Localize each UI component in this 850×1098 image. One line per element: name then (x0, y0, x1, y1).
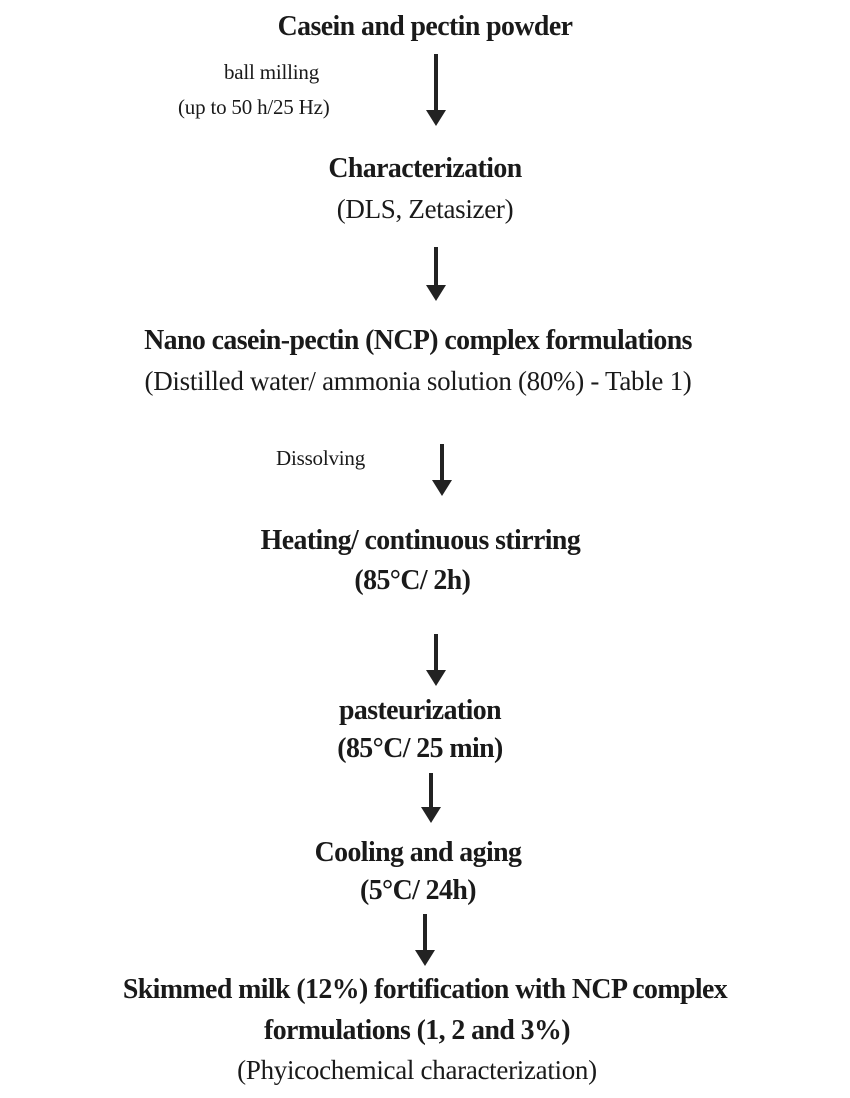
step-casein-pectin-powder: Casein and pectin powder (277, 10, 573, 42)
arrow-label-milling-conditions: (up to 50 h/25 Hz) (178, 95, 330, 119)
step-ncp-formulations: Nano casein-pectin (NCP) complex formulations (144, 324, 692, 356)
step-cooling-aging-detail: (5°C/ 24h) (360, 874, 476, 906)
step-heating-stirring-detail: (85°C/ 2h) (354, 564, 471, 596)
down-arrow-icon (426, 247, 446, 301)
step-characterization: Characterization (328, 152, 522, 184)
down-arrow-icon (421, 773, 441, 823)
step-milk-fortification-detail: (Phyicochemical characterization) (237, 1055, 597, 1085)
step-milk-fortification-line2: formulations (1, 2 and 3%) (264, 1014, 570, 1046)
arrow-label-ball-milling: ball milling (224, 60, 320, 84)
arrow-label-dissolving: Dissolving (276, 446, 366, 470)
down-arrow-icon (426, 54, 446, 126)
down-arrow-icon (415, 914, 435, 966)
down-arrow-icon (432, 444, 452, 496)
step-characterization-detail: (DLS, Zetasizer) (336, 194, 514, 224)
step-pasteurization: pasteurization (338, 694, 502, 726)
step-pasteurization-detail: (85°C/ 25 min) (337, 732, 503, 764)
step-cooling-aging: Cooling and aging (314, 836, 522, 868)
step-ncp-formulations-detail: (Distilled water/ ammonia solution (80%) - Table 1) (144, 366, 692, 396)
down-arrow-icon (426, 634, 446, 686)
step-milk-fortification: Skimmed milk (12%) fortification with NCP complex (122, 973, 728, 1005)
step-heating-stirring: Heating/ continuous stirring (260, 524, 581, 556)
